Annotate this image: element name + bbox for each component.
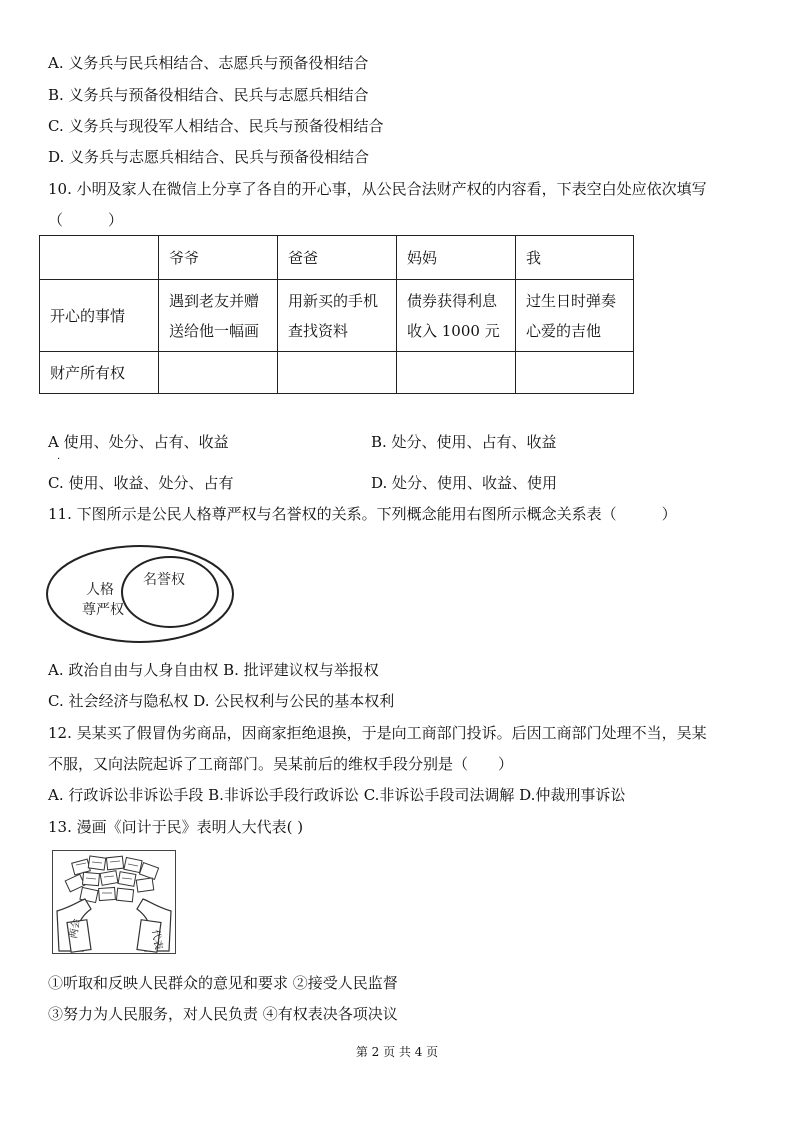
table-cell-blank: [397, 352, 516, 394]
table-cell-blank: [159, 352, 278, 394]
q10-option-d: D. 处分、使用、收益、使用: [371, 474, 558, 492]
table-row-label: 开心的事情: [40, 280, 159, 352]
venn-outer-label-1: 人格: [86, 582, 114, 598]
table-header-cell: [40, 236, 159, 280]
table-cell: [516, 280, 634, 352]
table-cell-line: 过生日时弹奏: [526, 291, 617, 310]
q10-option-b: B. 处分、使用、占有、收益: [371, 433, 557, 451]
q11-stem: 11. 下图所示是公民人格尊严权与名誉权的关系。下列概念能用右图所示概念关系表（ ）: [48, 505, 677, 523]
venn-diagram: [44, 541, 240, 645]
q10-table: [39, 235, 634, 394]
table-header-row: [40, 236, 634, 280]
venn-inner-label: 名誉权: [143, 572, 185, 588]
cartoon-drawing: [53, 851, 175, 953]
table-row: [40, 280, 634, 352]
table-header-cell: 我: [516, 236, 634, 280]
q10-option-c: C. 使用、收益、处分、占有: [48, 474, 234, 492]
q9-option-c: C. 义务兵与现役军人相结合、民兵与预备役相结合: [48, 117, 384, 135]
q13-items-line-2: ③努力为人民服务，对人民负责 ④有权表决各项决议: [48, 1005, 398, 1023]
q11-options-line-2: C. 社会经济与隐私权 D. 公民权利与公民的基本权利: [48, 692, 395, 710]
table-header-cell: 爷爷: [159, 236, 278, 280]
table-cell-blank: [516, 352, 634, 394]
q9-option-a: A. 义务兵与民兵相结合、志愿兵与预备役相结合: [48, 54, 369, 72]
table-header-cell: 爸爸: [278, 236, 397, 280]
table-cell-blank: [278, 352, 397, 394]
q9-option-d: D. 义务兵与志愿兵相结合、民兵与预备役相结合: [48, 148, 370, 166]
cartoon-left-sleeve-label: 两会: [68, 917, 83, 940]
table-row: [40, 352, 634, 394]
table-cell-line: 用新买的手机: [288, 291, 379, 310]
dot-mark: ·: [57, 454, 61, 465]
q13-items-line-1: ①听取和反映人民群众的意见和要求 ②接受人民监督: [48, 974, 398, 992]
q9-option-b: B. 义务兵与预备役相结合、民兵与志愿兵相结合: [48, 86, 369, 104]
table-cell: [397, 280, 516, 352]
venn-outer-label-2: 尊严权: [82, 602, 124, 618]
table-cell: [159, 280, 278, 352]
table-row-label: 财产所有权: [40, 352, 159, 394]
q12-stem-line-2: 不服，又向法院起诉了工商部门。吴某前后的维权手段分别是（ ）: [48, 755, 514, 773]
page-footer: 第 2 页 共 4 页: [355, 1045, 439, 1059]
cartoon-right-sleeve-label: 代表: [149, 928, 164, 951]
q12-stem-line-1: 12. 吴某买了假冒伪劣商品，因商家拒绝退换，于是向工商部门投诉。后因工商部门处理不当，吴某: [48, 724, 707, 742]
table-cell-line: 债券获得利息: [407, 291, 498, 310]
q10-stem: 10. 小明及家人在微信上分享了各自的开心事，从公民合法财产权的内容看，下表空白处应依次填写: [48, 180, 707, 198]
inner-ellipse: [122, 557, 218, 627]
table-cell: [278, 280, 397, 352]
q10-option-a: A 使用、处分、占有、收益: [48, 433, 229, 451]
table-cell-line: 遇到老友并赠: [169, 291, 260, 310]
table-header-cell: 妈妈: [397, 236, 516, 280]
table-cell-line: 收入 1000 元: [407, 321, 500, 340]
table-cell-line: 送给他一幅画: [169, 321, 260, 340]
q10-answer-paren: （ ）: [48, 211, 124, 229]
q12-options: A. 行政诉讼非诉讼手段 B.非诉讼手段行政诉讼 C.非诉讼手段司法调解 D.仲裁刑事诉讼: [48, 786, 626, 804]
outer-ellipse: [47, 546, 233, 642]
q13-stem: 13. 漫画《问计于民》表明人大代表( ): [48, 818, 304, 836]
cartoon-image: [52, 850, 176, 954]
q11-options-line-1: A. 政治自由与人身自由权 B. 批评建议权与举报权: [48, 661, 379, 679]
table-cell-line: 查找资料: [288, 321, 349, 340]
table-cell-line: 心爱的吉他: [526, 321, 602, 340]
